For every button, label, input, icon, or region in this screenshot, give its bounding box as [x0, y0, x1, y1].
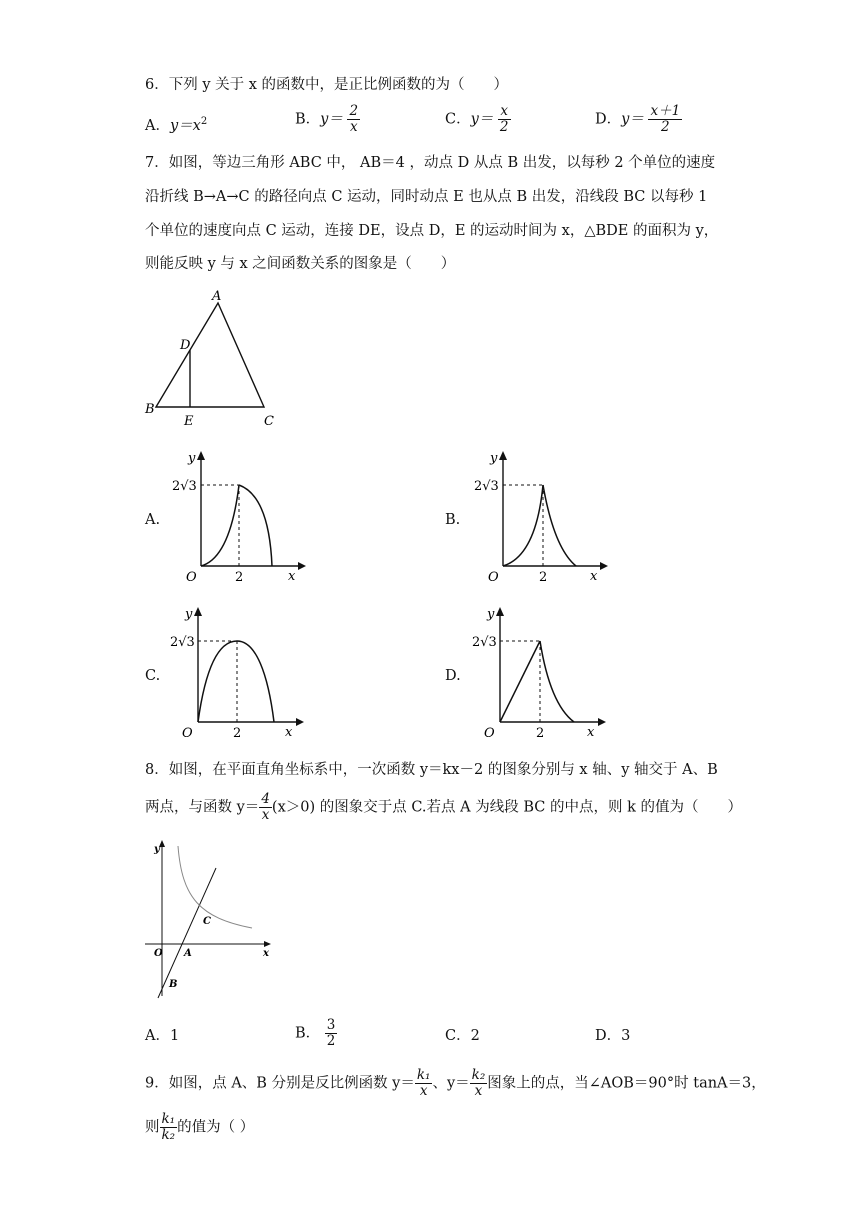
q6-option-c[interactable]: [445, 104, 511, 135]
triangle-figure: [140, 285, 290, 435]
origin-label: O: [154, 948, 163, 959]
q6-stem: 6．下列 y 关于 x 的函数中，是正比例函数的为（ ）: [145, 77, 509, 93]
option-exponent: 2: [200, 116, 208, 127]
label-e: E: [184, 414, 194, 429]
q9-line-1: [145, 1068, 766, 1099]
peak-label: 2√3: [472, 635, 497, 650]
q7-graph-a[interactable]: [168, 448, 308, 586]
curve-rising: [198, 641, 237, 722]
option-label: A．: [145, 1028, 170, 1044]
peak-label: 2√3: [172, 479, 197, 494]
y-label: y: [487, 607, 495, 622]
q6-option-d[interactable]: [595, 104, 682, 135]
curve-rising: [201, 485, 239, 566]
q8-option-a[interactable]: [145, 1026, 179, 1046]
origin-label: O: [182, 726, 193, 741]
x-label: x: [590, 569, 598, 584]
q7-graph-b[interactable]: [470, 448, 610, 586]
option-expr: y＝: [621, 111, 644, 128]
option-expr: y＝: [320, 111, 343, 128]
option-label: B．: [295, 111, 321, 128]
numerator: k₂: [471, 1067, 486, 1083]
option-label: D．: [595, 111, 622, 128]
text-segment: 的值为（ ）: [177, 1119, 255, 1136]
fraction: [498, 104, 511, 135]
x-mark-label: 2: [536, 726, 545, 741]
text-segment: 、y＝: [432, 1075, 470, 1092]
origin-label: O: [186, 570, 197, 585]
y-label: y: [185, 607, 193, 622]
y-label: y: [490, 451, 498, 466]
q7-option-b-label[interactable]: B.: [445, 512, 461, 528]
curve-falling: [543, 485, 576, 566]
fraction: [325, 1018, 338, 1049]
numerator: 4: [261, 791, 270, 807]
label-a: A: [184, 948, 192, 959]
curve-falling: [237, 641, 274, 722]
q9-line-2: [145, 1112, 254, 1143]
q7-line-3: 个单位的速度向点 C 运动，连接 DE，设点 D，E 的运动时间为 x，△BDE 的面积为 y，: [145, 223, 719, 239]
option-label: A．: [145, 117, 170, 134]
curve-falling: [239, 485, 272, 566]
denominator: 2: [648, 119, 682, 135]
option-expr: y＝: [470, 111, 494, 128]
label-c: C: [203, 916, 211, 927]
denominator: 2: [499, 119, 509, 135]
option-value: 1: [169, 1028, 180, 1044]
q7-option-c-label[interactable]: C.: [145, 668, 161, 684]
option-label: D．: [595, 1028, 622, 1044]
q8-option-c[interactable]: [445, 1026, 480, 1046]
text-segment: 则: [145, 1119, 160, 1136]
fraction: [259, 792, 272, 823]
option-expr: y＝x: [169, 117, 201, 134]
q7-line-2: 沿折线 B→A→C 的路径向点 C 运动，同时动点 E 也从点 B 出发，沿线段 BC 以每秒 1: [145, 189, 708, 205]
x-mark-label: 2: [539, 570, 548, 585]
q7-line-4: 则能反映 y 与 x 之间函数关系的图象是（ ）: [145, 256, 456, 272]
q6-option-a[interactable]: [145, 112, 207, 136]
denominator: x: [415, 1083, 433, 1099]
q7-graph-c[interactable]: [168, 604, 308, 742]
q7-line-1: 7．如图，等边三角形 ABC 中， AB＝4 ，动点 D 从点 B 出发，以每秒 2 个单位的速度: [145, 155, 716, 171]
x-label: x: [587, 725, 595, 740]
fraction: [648, 104, 682, 135]
label-d: D: [180, 338, 191, 353]
denominator: x: [470, 1083, 488, 1099]
x-mark-label: 2: [235, 570, 244, 585]
q8-line-2: [145, 792, 742, 823]
option-label: B．: [295, 1025, 321, 1042]
origin-label: O: [484, 726, 495, 741]
q7-graph-d[interactable]: [470, 604, 610, 742]
peak-label: 2√3: [170, 635, 195, 650]
fraction: [347, 104, 360, 135]
q6-option-b[interactable]: [295, 104, 360, 135]
fraction: [160, 1112, 178, 1143]
curve-rising: [503, 485, 543, 566]
q8-line-1: 8．如图，在平面直角坐标系中，一次函数 y＝kx－2 的图象分别与 x 轴、y 轴交于 A、B: [145, 762, 718, 778]
inverse-function-curve: [178, 846, 252, 928]
option-value: 2: [470, 1028, 480, 1044]
peak-label: 2√3: [474, 479, 499, 494]
curve-falling: [540, 641, 574, 722]
numerator: x: [500, 103, 509, 119]
q8-option-b[interactable]: [295, 1018, 337, 1049]
curve-rising: [500, 641, 540, 722]
q7-option-a-label[interactable]: A.: [145, 512, 161, 528]
x-mark-label: 2: [233, 726, 242, 741]
denominator: x: [259, 807, 272, 823]
numerator: k₁: [161, 1111, 176, 1127]
denominator: k₂: [161, 1127, 176, 1143]
fraction: [415, 1068, 433, 1099]
denominator: x: [347, 119, 360, 135]
text-segment: 两点，与函数 y＝: [145, 799, 260, 816]
option-label: C．: [445, 111, 471, 128]
numerator: 3: [326, 1017, 336, 1033]
numerator: 2: [349, 103, 359, 119]
option-value: 3: [621, 1028, 631, 1044]
text-segment: 图象上的点，当∠AOB＝90°时 tanA＝3，: [487, 1075, 766, 1092]
triangle-abc: [156, 303, 264, 407]
fraction: [470, 1068, 488, 1099]
numerator: k₁: [416, 1067, 431, 1083]
q7-option-d-label[interactable]: D.: [445, 668, 461, 684]
label-c: C: [264, 414, 274, 429]
x-label: x: [285, 725, 293, 740]
q8-figure: [140, 838, 285, 1003]
label-b: B: [169, 979, 178, 990]
y-label: y: [188, 451, 196, 466]
y-label: y: [154, 844, 160, 855]
x-label: x: [263, 948, 269, 959]
q8-option-d[interactable]: [595, 1026, 630, 1046]
denominator: 2: [326, 1033, 336, 1049]
numerator: x＋1: [650, 103, 681, 119]
text-segment: (x＞0) 的图象交于点 C.若点 A 为线段 BC 的中点，则 k 的值为（ ）: [271, 799, 742, 816]
label-a: A: [212, 289, 222, 304]
text-segment: 9．如图，点 A、B 分别是反比例函数 y＝: [145, 1075, 415, 1092]
option-label: C．: [445, 1028, 471, 1044]
origin-label: O: [488, 570, 499, 585]
label-b: B: [145, 402, 155, 417]
x-label: x: [288, 569, 296, 584]
